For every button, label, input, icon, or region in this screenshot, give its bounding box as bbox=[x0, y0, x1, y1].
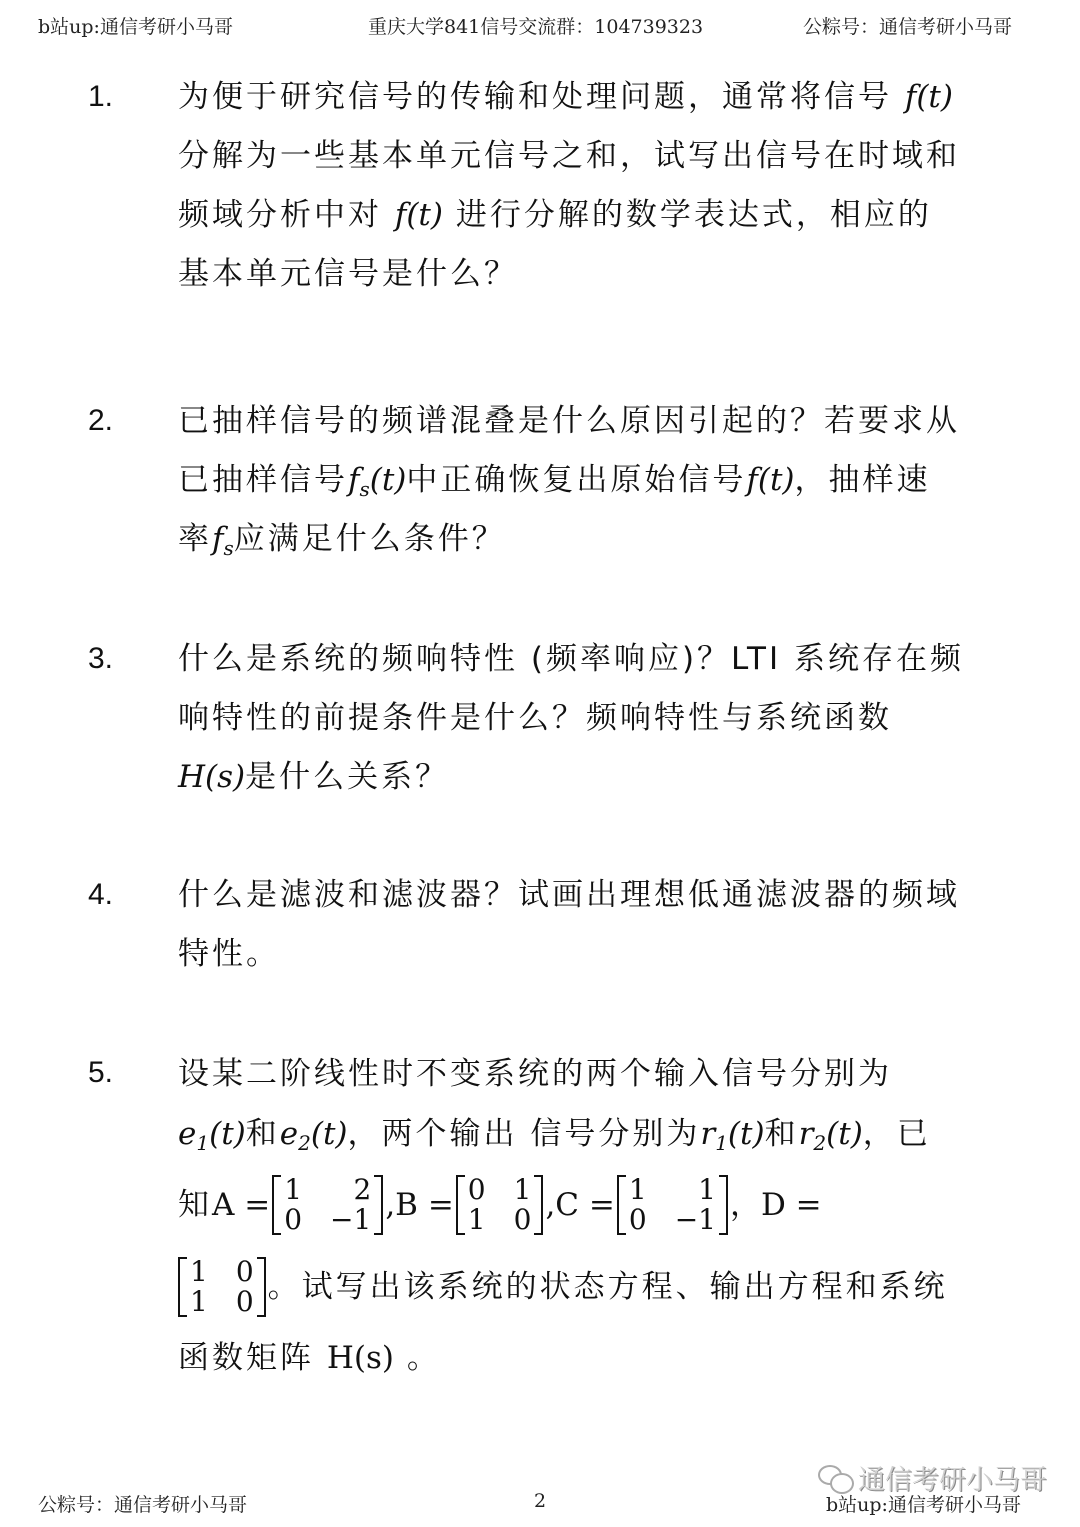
question-number: 3. bbox=[88, 642, 114, 675]
page-footer bbox=[0, 1490, 1080, 1520]
text-line: 什么是滤波和滤波器？试画出理想低通滤波器的频域 bbox=[178, 877, 960, 913]
text-line: 1 0 1 0 。试写出该系统的状态方程、输出方程和系统 bbox=[178, 1246, 1018, 1328]
question-number: 2. bbox=[88, 404, 114, 437]
text-line: H(s)是什么关系？ bbox=[178, 759, 450, 795]
text-line: 频域分析中对 f(t) 进行分解的数学表达式，相应的 bbox=[178, 197, 932, 233]
question-number: 1. bbox=[88, 80, 114, 113]
wechat-icon bbox=[818, 1465, 852, 1493]
text-line: 已抽样信号$f_s(t)$中正确恢复出原始信号f(t)，抽样速 bbox=[178, 462, 931, 501]
text-line: 分解为一些基本单元信号之和，试写出信号在时域和 bbox=[178, 138, 960, 174]
question-text bbox=[178, 1044, 1018, 1388]
header-bilibili: b站up:通信考研小马哥 bbox=[38, 16, 233, 38]
question-text bbox=[178, 866, 1018, 984]
text-line: 知 A = 1 2 0 −1 ,B = 0 1 1 0 ,C = 1 1 0 −1 ，D = bbox=[178, 1173, 822, 1236]
text-line: 基本单元信号是什么？ bbox=[178, 256, 518, 292]
question-text bbox=[178, 630, 1018, 807]
wechat-watermark: 通信考研小马哥 bbox=[818, 1458, 1047, 1497]
text-line: 函数矩阵 H(s) 。 bbox=[178, 1340, 441, 1376]
text-line: 已抽样信号的频谱混叠是什么原因引起的？若要求从 bbox=[178, 403, 960, 439]
header-qq-group: 重庆大学841信号交流群：104739323 bbox=[368, 16, 704, 38]
footer-official-account: 公粽号：通信考研小马哥 bbox=[38, 1494, 248, 1516]
matrix-C: 1 1 0 −1 bbox=[617, 1175, 728, 1235]
question-number: 4. bbox=[88, 878, 114, 911]
text-line: 特性。 bbox=[178, 936, 280, 972]
header-official-account: 公粽号：通信考研小马哥 bbox=[803, 16, 1013, 38]
text-line: 率$f_s$应满足什么条件？ bbox=[178, 521, 506, 560]
text-line: 设某二阶线性时不变系统的两个输入信号分别为 bbox=[178, 1056, 892, 1092]
question-number: 5. bbox=[88, 1056, 114, 1089]
text-line: $e_1(t)$和$e_2(t)$，两个输出 信号分别为$r_1(t)$和$r_2(t)$，已 bbox=[178, 1116, 931, 1155]
page-header bbox=[0, 12, 1080, 42]
footer-bilibili: b站up:通信考研小马哥 bbox=[826, 1494, 1021, 1516]
matrix-D: 1 0 1 0 bbox=[178, 1257, 266, 1317]
question-text bbox=[178, 392, 1018, 569]
matrix-A: 1 2 0 −1 bbox=[272, 1175, 383, 1235]
page-number: 2 bbox=[534, 1490, 547, 1512]
text-line: 什么是系统的频响特性 (频率响应)？LTI 系统存在频 bbox=[178, 641, 964, 677]
question-text bbox=[178, 68, 1018, 304]
matrix-B: 0 1 1 0 bbox=[456, 1175, 544, 1235]
text-line: 为便于研究信号的传输和处理问题，通常将信号 f(t) bbox=[178, 79, 953, 115]
text-line: 响特性的前提条件是什么？频响特性与系统函数 bbox=[178, 700, 892, 736]
